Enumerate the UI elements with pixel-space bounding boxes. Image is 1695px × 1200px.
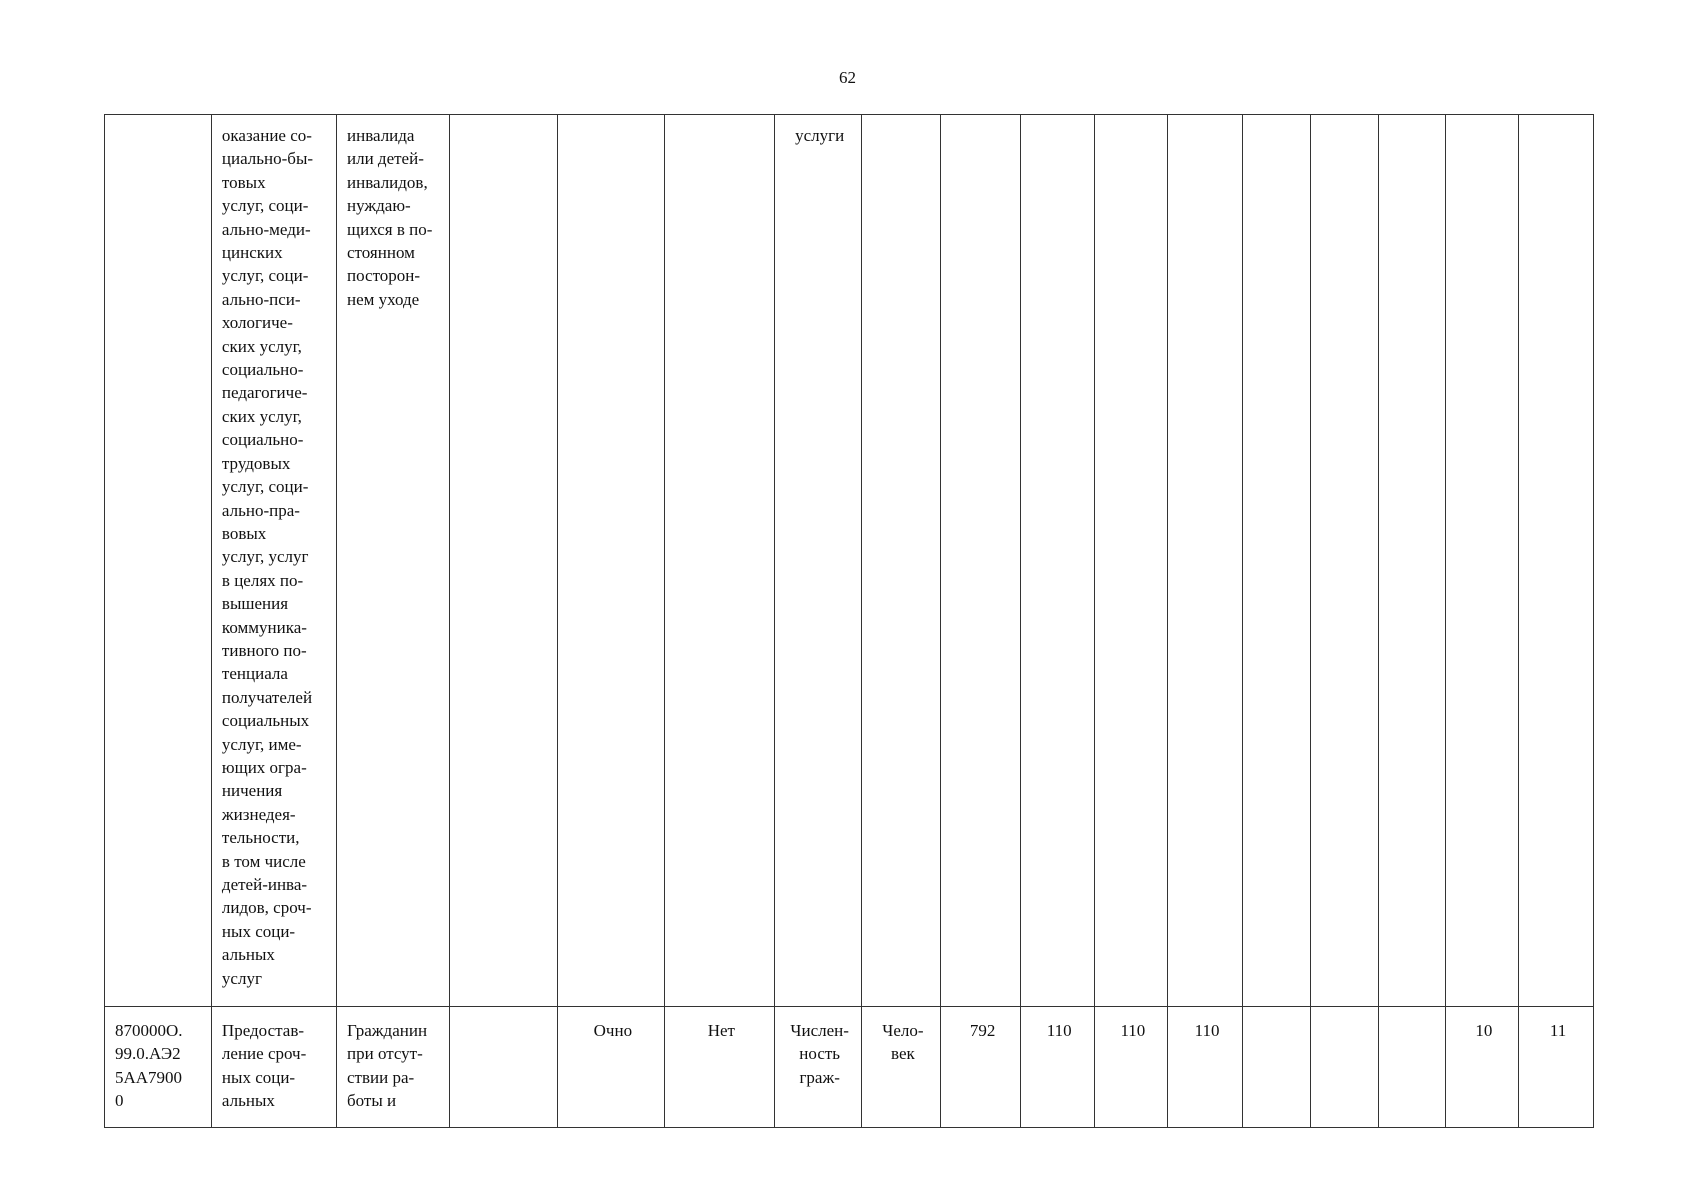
cell-registry-number: 870000О. 99.0.АЭ2 5АА7900 0 [105,1007,212,1128]
cell-deviation-percent: 10 [1445,1007,1519,1128]
cell-indicator-name: Числен- ность граж- [774,1007,861,1128]
cell-recipient-category: Гражданин при отсут- ствии ра- боты и [337,1007,450,1128]
cell-col8 [861,115,941,1007]
cell-unit-code: 792 [941,1007,1021,1128]
cell-col17 [1519,115,1594,1007]
table-row [105,1007,1594,1128]
cell-col10 [1020,115,1094,1007]
cell-value-1: 110 [1020,1007,1094,1128]
cell-value-3: 110 [1168,1007,1243,1128]
cell-col14 [1311,115,1379,1007]
cell-col11 [1094,115,1168,1007]
cell-deviation-absolute: 11 [1519,1007,1594,1128]
cell-col16 [1445,115,1519,1007]
cell-service-form: Очно [557,1007,664,1128]
cell-service-content: оказание со- циально-бы- товых услуг, соци- ально-меди- цинских услуг, соци- ально-пси- хологиче- ских услуг, социально- педагогиче- ских услуг, социально- трудовых услуг, соци- ально-пра- вовых услуг, услуг в целях по- вышения коммуника- тивного по- тенциала получателей социальных услуг, име- ющих огра- ничения жизнедея- тельности, в том числе детей-инва- лидов, сроч- ных соци- альных услуг [211,115,336,1007]
cell-col6 [664,115,774,1007]
cell-registry-number [105,115,212,1007]
cell-indicator-name: услуги [774,115,861,1007]
cell-col5 [557,115,664,1007]
cell-col15 [1379,1007,1446,1128]
cell-service-content: Предостав- ление сроч- ных соци- альных [211,1007,336,1128]
cell-col4 [449,115,557,1007]
cell-value-2: 110 [1094,1007,1168,1128]
cell-col9 [941,115,1021,1007]
cell-service-flag: Нет [664,1007,774,1128]
cell-col14 [1311,1007,1379,1128]
cell-col4 [449,1007,557,1128]
cell-col15 [1379,115,1446,1007]
cell-col13 [1242,115,1311,1007]
cell-recipient-category: инвалида или детей- инвалидов, нуждаю- щихся в по- стоянном посторон- нем уходе [337,115,450,1007]
cell-col12 [1168,115,1243,1007]
service-table [104,114,1594,1128]
cell-unit-name: Чело- век [861,1007,941,1128]
cell-col13 [1242,1007,1311,1128]
page-number: 62 [839,68,856,87]
table-row [105,115,1594,1007]
